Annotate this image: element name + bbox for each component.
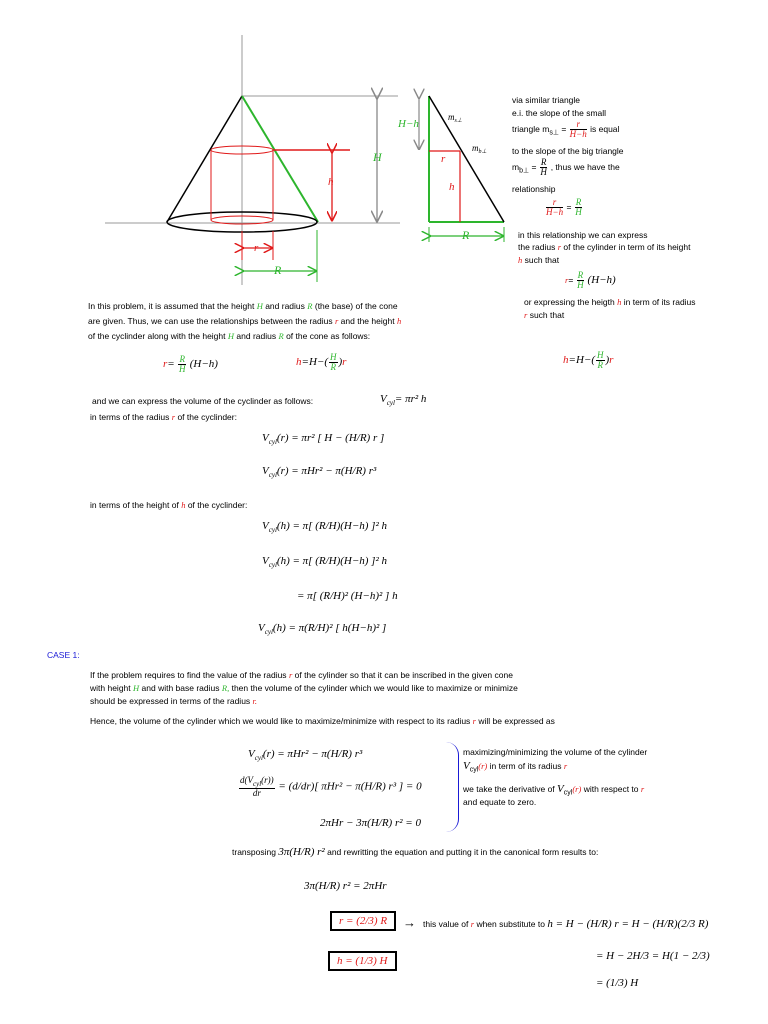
height-terms-line: in terms of the height of h of the cyclinder: <box>90 500 248 510</box>
label-r: r <box>254 242 259 254</box>
arrow-icon: → <box>403 915 416 930</box>
intro-line3: of the cyclinder along with the height H and radius R of the cone as follows: <box>88 331 371 341</box>
case1-eq2: $\frac{d(V_{cyl}(r))}{dr}$ = (d/dr)[ πHr² − π(H/R) r³ ] = 0 <box>240 775 422 798</box>
case1-line2: with height H and with base radius R, then the volume of the cylinder which we would like to maximize or minimize <box>90 683 518 693</box>
label-r-tri: r <box>441 153 446 165</box>
volume-def: $V_{cyl}= \pi r^2$ h <box>380 393 427 408</box>
similar-line4: to the slope of the big triangle <box>512 146 624 156</box>
label-h: h <box>328 176 334 188</box>
volume-h-4: $V_{cyl}(h) = \pi(R/H)^2$ [ h(H−h)² ] <box>258 622 387 637</box>
similar-line5: $m_{b\perp}$ = $\frac{R}{H}$ , thus we have the <box>512 157 620 177</box>
label-H-minus-h: H−h <box>398 118 419 130</box>
case1-line1: If the problem requires to find the value of the radius r of the cylinder so that it can be inscribed in the given cone <box>90 670 513 680</box>
note-line1: maximizing/minimizing the volume of the cylinder <box>463 747 648 757</box>
cone-figure <box>100 30 520 285</box>
similar-line3: triangle $m_{s\perp}$ = $\frac{r}{H-h}$ is equal <box>512 119 620 139</box>
similar-line6: relationship <box>512 184 556 194</box>
similar-line10: or expressing the heigth h in term of its radius <box>524 297 696 307</box>
label-R: R <box>274 263 282 277</box>
label-ms: $m_{s\perp}$ <box>448 112 463 124</box>
case1-title: CASE 1: <box>47 650 80 660</box>
eq-r-in-terms-h: r= $\frac{R}{H}$ (H−h) <box>565 270 616 290</box>
note-line3: we take the derivative of $V_{cyl}(r)$ with respect to r <box>463 783 645 797</box>
eq-r-of-h: r= $\frac{R}{H}$ (H−h) <box>163 354 218 374</box>
volume-intro: and we can express the volume of the cyclinder as follows: <box>92 396 314 406</box>
brace <box>446 742 459 832</box>
similar-line2: e.i. the slope of the small <box>512 108 607 118</box>
similar-relationship: $\frac{r}{H-h}$ = $\frac{R}{H}$ <box>546 197 582 217</box>
label-R-tri: R <box>462 228 470 242</box>
eq-h-of-r-right: h=H−( $\frac{H}{R}$ )r <box>563 350 614 370</box>
result-h-box: h = (1/3) H <box>328 951 397 971</box>
cone-left-side <box>167 96 242 222</box>
case1-eq3: 2πHr − 3π(H/R) r² = 0 <box>320 817 421 829</box>
note-line4: and equate to zero. <box>463 797 537 807</box>
cone-right-side <box>242 96 318 222</box>
similar-line7: in this relationship we can express <box>518 230 648 240</box>
volume-h-3: = π[ (R/H)² (H−h)² ] h <box>297 590 398 602</box>
similar-line8: the radius r of the cylinder in term of its height <box>518 242 691 252</box>
radius-terms-line: in terms of the radius r of the cyclinder: <box>90 412 237 422</box>
volume-h-2: $V_{cyl}(h) = \pi$[ (R/H)(H−h) ]² h <box>262 555 388 570</box>
intro-line1: In this problem, it is assumed that the height H and radius R (the base) of the cone <box>88 301 398 311</box>
label-mb: $m_{b\perp}$ <box>472 143 487 155</box>
case1-line4: Hence, the volume of the cylinder which we would like to maximize/minimize with respect to its radius r will be expressed as <box>90 716 555 726</box>
label-H: H <box>373 150 382 164</box>
result-r-box: r = (2/3) R <box>330 911 396 931</box>
eq-h-of-r: h=H−( $\frac{H}{R}$ )r <box>296 352 347 372</box>
note-line2: $V_{cyl}(r)$ in term of its radius r <box>463 760 568 774</box>
volume-h-1: $V_{cyl}(h) = \pi$[ (R/H)(H−h) ]² h <box>262 520 388 535</box>
transpose-line: transposing 3π(H/R) r² and rewritting the equation and putting it in the canonical form results to: <box>232 846 599 858</box>
volume-r-2: $V_{cyl}(r) = \pi Hr^2 - \pi(H/R)$ r³ <box>262 465 377 480</box>
label-h-tri: h <box>449 181 455 193</box>
canonical-eq: 3π(H/R) r² = 2πHr <box>304 880 387 892</box>
intro-line2: are given. Thus, we can use the relationships between the radius r and the height h <box>88 316 402 326</box>
volume-r-1: $V_{cyl}(r) = \pi r^2$ [ H − (H/R) r ] <box>262 432 385 447</box>
result-line1: = H − 2H/3 = H(1 − 2/3) <box>596 950 710 962</box>
substitute-line: this value of r when substitute to h = H − (H/R) r = H − (H/R)(2/3 R) <box>423 918 709 930</box>
similar-line11: r such that <box>524 310 565 320</box>
similar-line9: h such that <box>518 255 560 265</box>
case1-eq1: $V_{cyl}(r) = \pi Hr^2 - \pi(H/R)$ r³ <box>248 748 363 763</box>
case1-line3: should be expressed in terms of the radius r. <box>90 696 258 706</box>
similar-line1: via similar triangle <box>512 95 581 105</box>
result-line2: = (1/3) H <box>596 977 639 989</box>
